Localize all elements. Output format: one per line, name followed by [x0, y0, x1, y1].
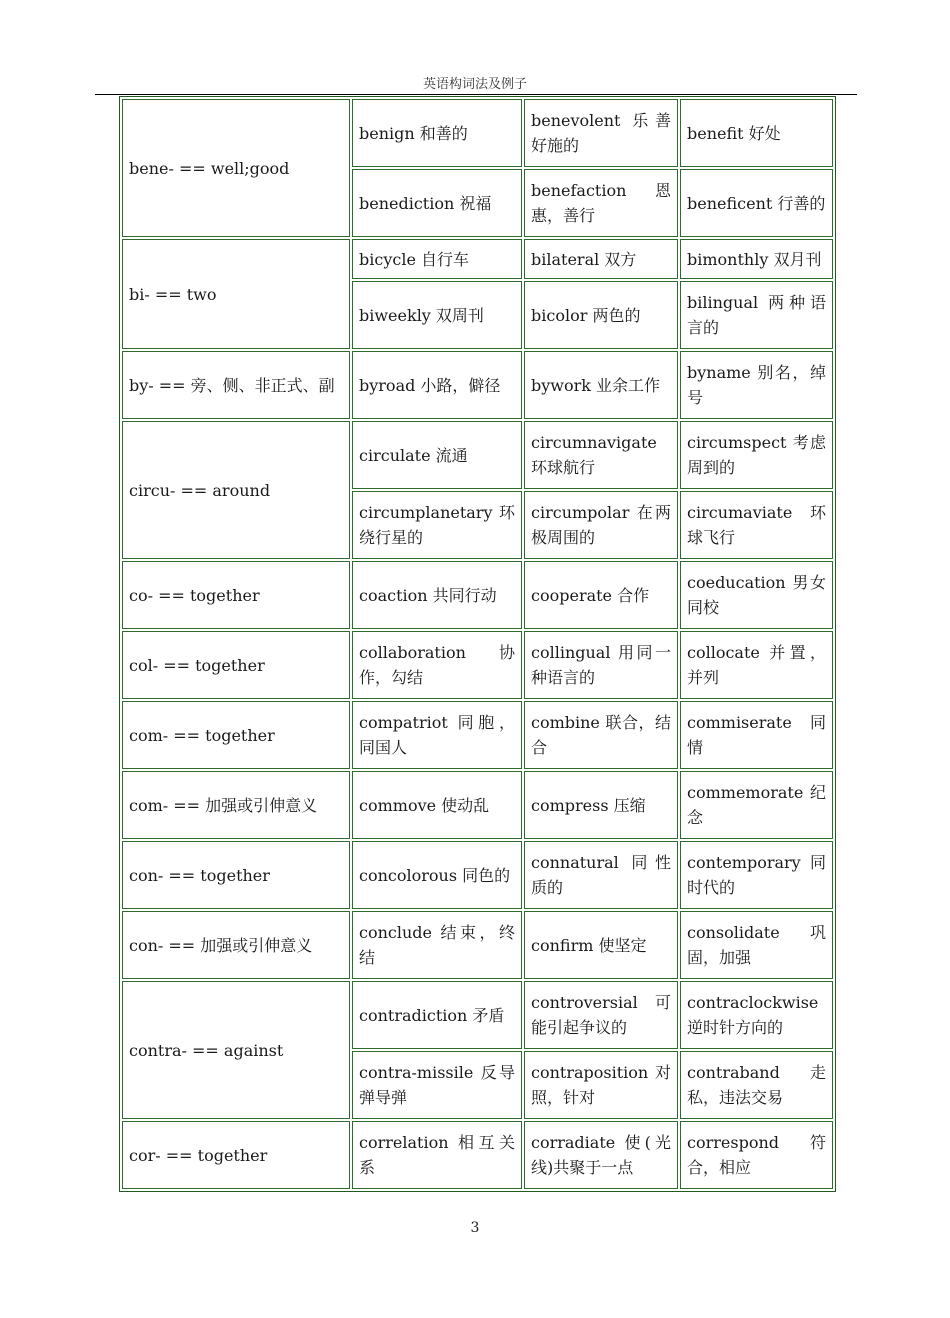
prefix-cell: circu- == around	[122, 421, 350, 559]
prefix-cell: bene- == well;good	[122, 99, 350, 237]
word-cell: circumplanetary 环绕行星的	[352, 491, 522, 559]
prefix-cell: com- == 加强或引伸意义	[122, 771, 350, 839]
word-cell: collocate 并置，并列	[680, 631, 833, 699]
word-cell: contraband 走私，违法交易	[680, 1051, 833, 1119]
prefix-cell: con- == 加强或引伸意义	[122, 911, 350, 979]
prefix-cell: com- == together	[122, 701, 350, 769]
word-cell: correlation 相互关系	[352, 1121, 522, 1189]
prefix-cell: co- == together	[122, 561, 350, 629]
word-cell: confirm 使坚定	[524, 911, 678, 979]
word-cell: beneficent 行善的	[680, 169, 833, 237]
word-cell: concolorous 同色的	[352, 841, 522, 909]
word-cell: contradiction 矛盾	[352, 981, 522, 1049]
word-cell: commiserate 同情	[680, 701, 833, 769]
word-cell: correspond 符合，相应	[680, 1121, 833, 1189]
word-cell: contra-missile 反导弹导弹	[352, 1051, 522, 1119]
word-cell: byroad 小路，僻径	[352, 351, 522, 419]
header-rule	[95, 94, 857, 95]
word-cell: bilateral 双方	[524, 239, 678, 279]
prefix-cell: contra- == against	[122, 981, 350, 1119]
word-cell: coeducation 男女同校	[680, 561, 833, 629]
word-cell: cooperate 合作	[524, 561, 678, 629]
prefix-table	[119, 96, 836, 1192]
word-cell: bicolor 两色的	[524, 281, 678, 349]
word-cell: conclude 结束，终结	[352, 911, 522, 979]
word-cell: commemorate 纪念	[680, 771, 833, 839]
word-cell: collingual 用同一种语言的	[524, 631, 678, 699]
word-cell: coaction 共同行动	[352, 561, 522, 629]
prefix-cell: bi- == two	[122, 239, 350, 349]
prefix-cell: by- == 旁、侧、非正式、副	[122, 351, 350, 419]
page-number: 3	[470, 1220, 480, 1236]
word-cell: connatural 同性质的	[524, 841, 678, 909]
prefix-cell: col- == together	[122, 631, 350, 699]
word-cell: commove 使动乱	[352, 771, 522, 839]
word-cell: byname 别名，绰号	[680, 351, 833, 419]
prefix-cell: con- == together	[122, 841, 350, 909]
word-cell: benefit 好处	[680, 99, 833, 167]
word-cell: benevolent 乐善好施的	[524, 99, 678, 167]
page-header-title: 英语构词法及例子	[422, 77, 527, 92]
word-cell: circumspect 考虑周到的	[680, 421, 833, 489]
word-cell: controversial 可能引起争议的	[524, 981, 678, 1049]
word-cell: compatriot 同胞，同国人	[352, 701, 522, 769]
word-cell: contraposition 对照，针对	[524, 1051, 678, 1119]
prefix-cell: cor- == together	[122, 1121, 350, 1189]
word-cell: benefaction 恩惠，善行	[524, 169, 678, 237]
word-cell: bilingual 两种语言的	[680, 281, 833, 349]
word-cell: biweekly 双周刊	[352, 281, 522, 349]
word-cell: compress 压缩	[524, 771, 678, 839]
word-cell: collaboration 协作，勾结	[352, 631, 522, 699]
word-cell: circumnavigate 环球航行	[524, 421, 678, 489]
word-cell: combine 联合，结合	[524, 701, 678, 769]
word-cell: bimonthly 双月刊	[680, 239, 833, 279]
word-cell: bywork 业余工作	[524, 351, 678, 419]
word-cell: circumaviate 环球飞行	[680, 491, 833, 559]
word-cell: circulate 流通	[352, 421, 522, 489]
word-cell: bicycle 自行车	[352, 239, 522, 279]
word-cell: benign 和善的	[352, 99, 522, 167]
word-cell: corradiate 使(光线)共聚于一点	[524, 1121, 678, 1189]
word-cell: circumpolar 在两极周围的	[524, 491, 678, 559]
word-cell: benediction 祝福	[352, 169, 522, 237]
word-cell: contemporary 同时代的	[680, 841, 833, 909]
word-cell: contraclockwise 逆时针方向的	[680, 981, 833, 1049]
word-cell: consolidate 巩固，加强	[680, 911, 833, 979]
